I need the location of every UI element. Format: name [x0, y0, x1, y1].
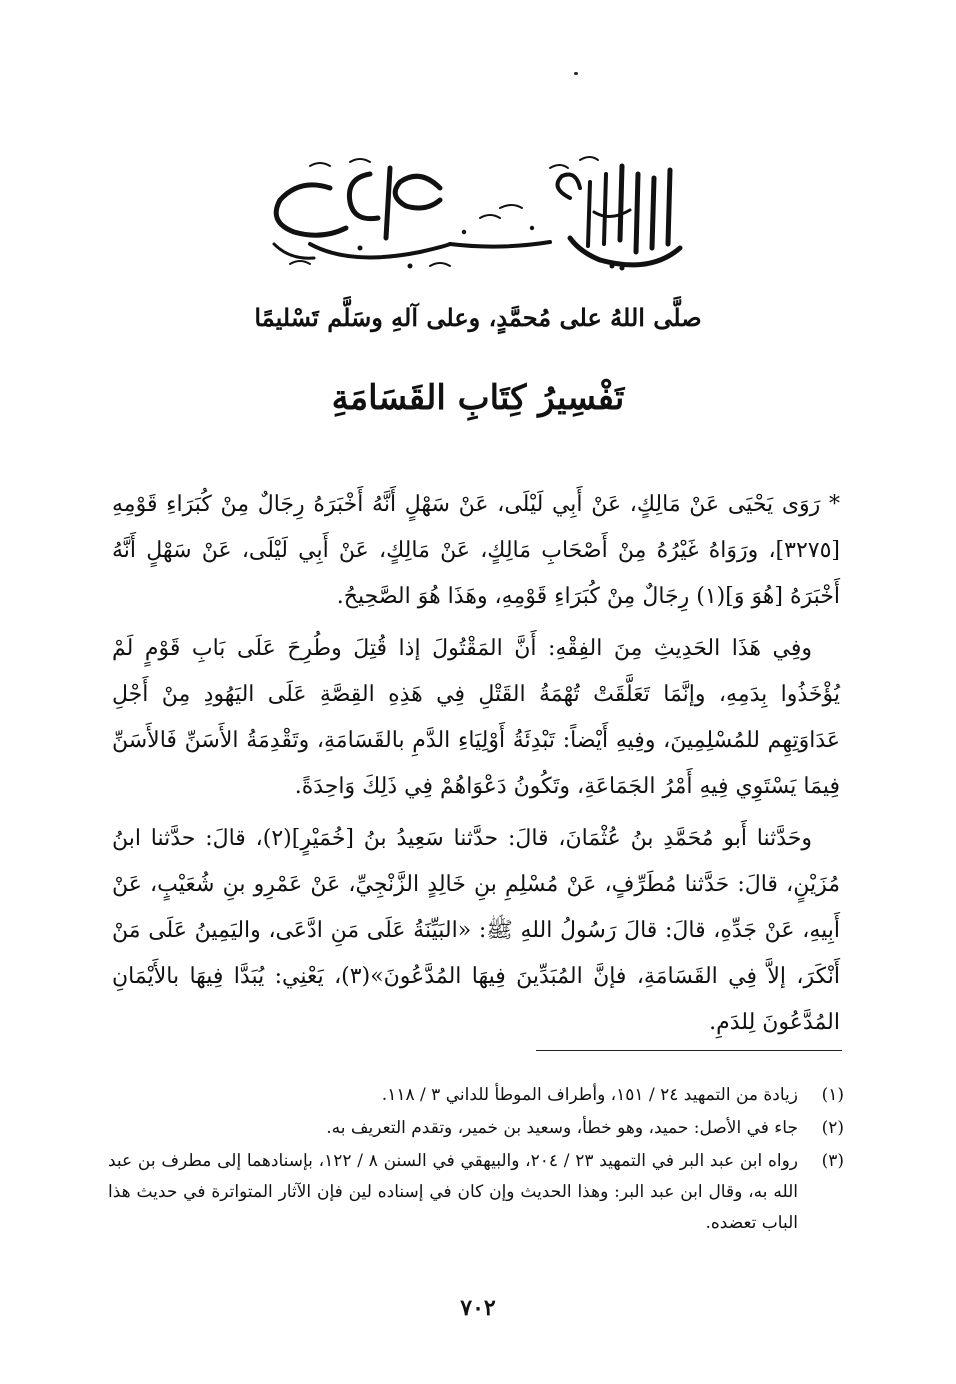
- paragraph-2: وفِي هَذَا الحَدِيثِ مِنَ الفِقْهِ: أَنَّ المَقْتُولَ إذا قُتِلَ وطُرِحَ عَلَى بَابِ قَوْمٍ لَمْ يُؤْخَذُوا بِدَمِهِ، وإنَّمَا تَعَلَّقَتْ تُهْمَةُ القَتْلِ فِي هَذِهِ القِصَّةِ عَلَى اليَهُودِ مِنْ أَجْلِ عَدَاوَتِهِم للمُسْلِمِينَ، وفِيهِ أَيْضاً: تَبْدِئَةُ أَوْلِيَاءِ الدَّمِ بالقَسَامَةِ، وتَقْدِمَةُ الأَسَنِّ فَالأَسَنِّ فِيمَا يَسْتَوِي فِيهِ أَمْرُ الجَمَاعَةِ، وتَكُونُ دَعْوَاهُمْ فِي ذَلِكَ وَاحِدَةً.: [112, 636, 840, 799]
- footnote-number: (٢): [821, 1118, 844, 1138]
- footnote-number: (٣): [821, 1151, 844, 1171]
- footnote-number: (١): [821, 1085, 844, 1105]
- footnote-text: رواه ابن عبد البر في التمهيد ٢٣ / ٢٠٤، والبيهقي في السنن ٨ / ١٢٢، بإسنادهما إلى مطرف بن عبد الله به، وقال ابن عبد البر: وهذا الحديث وإن كان في إسناده لين فإن الآثار المتواترة في حديث هذا الباب تعضده.: [108, 1151, 798, 1233]
- footnote-3: [108, 1146, 844, 1239]
- paragraph-1: * رَوَى يَحْيَى عَنْ مَالِكٍ، عَنْ أَبِي لَيْلَى، عَنْ سَهْلٍ أَنَّهُ أَخْبَرَهُ رِجَالٌ مِنْ كُبَرَاءِ قَوْمِهِ [٣٢٧٥]، ورَوَاهُ غَيْرُهُ مِنْ أَصْحَابِ مَالِكٍ، عَنْ مَالِكٍ، عَنْ أَبِي لَيْلَى، عَنْ سَهْلٍ أَنَّهُ أَخْبَرَهُ [هُوَ وَ](١) رِجَالٌ مِنْ كُبَرَاءِ قَوْمِهِ، وهَذَا هُوَ الصَّحِيحُ.: [112, 492, 840, 609]
- footnote-separator: [536, 1050, 842, 1051]
- main-text: [112, 482, 840, 1052]
- footnote-2: [108, 1113, 844, 1144]
- footnote-1: [108, 1080, 844, 1111]
- basmala-calligraphy-graphic: [250, 148, 690, 278]
- footnote-text: زيادة من التمهيد ٢٤ / ١٥١، وأطراف الموطأ للداني ٣ / ١١٨.: [381, 1085, 798, 1105]
- salutation-line: صلَّى اللهُ على مُحمَّدٍ، وعلى آلهِ وسَلَّم تَسْليمًا: [254, 303, 702, 332]
- ink-dot: [574, 72, 578, 75]
- basmala-calligraphy: [250, 148, 690, 278]
- chapter-title: تَفْسِيرُ كِتَابِ القَسَامَةِ: [331, 378, 625, 418]
- footnote-text: جاء في الأصل: حميد، وهو خطأ، وسعيد بن خمير، وتقدم التعريف به.: [326, 1118, 798, 1138]
- paragraph-3: وحَدَّثنا أَبو مُحَمَّدِ بنُ عُثْمَانَ، قالَ: حدَّثنا سَعِيدُ بنُ [خُمَيْرٍ](٢)، قالَ: حدَّثنا ابنُ مُزَيْنٍ، قالَ: حَدَّثنا مُطَرِّفٍ، عَنْ مُسْلِمِ بنِ خَالِدٍ الزَّنْجِيِّ، عَنْ عَمْرِو بنِ شُعَيْبٍ، عَنْ أَبِيهِ، عَنْ جَدِّهِ، قالَ: قالَ رَسُولُ اللهِ ﷺ: «البَيِّنَةُ عَلَى مَنِ ادَّعَى، واليَمِينُ عَلَى مَنْ أَنْكَرَ، إلاَّ فِي القَسَامَةِ، فإنَّ المُبَدِّينَ فِيهَا المُدَّعُونَ»(٣)، يَعْنِي: يُبَدَّا فِيهَا بالأَيْمَانِ المُدَّعُونَ لِلدَمِ.: [112, 826, 841, 1035]
- page-number: ٧٠٢: [460, 1295, 496, 1321]
- footnotes: [108, 1080, 844, 1241]
